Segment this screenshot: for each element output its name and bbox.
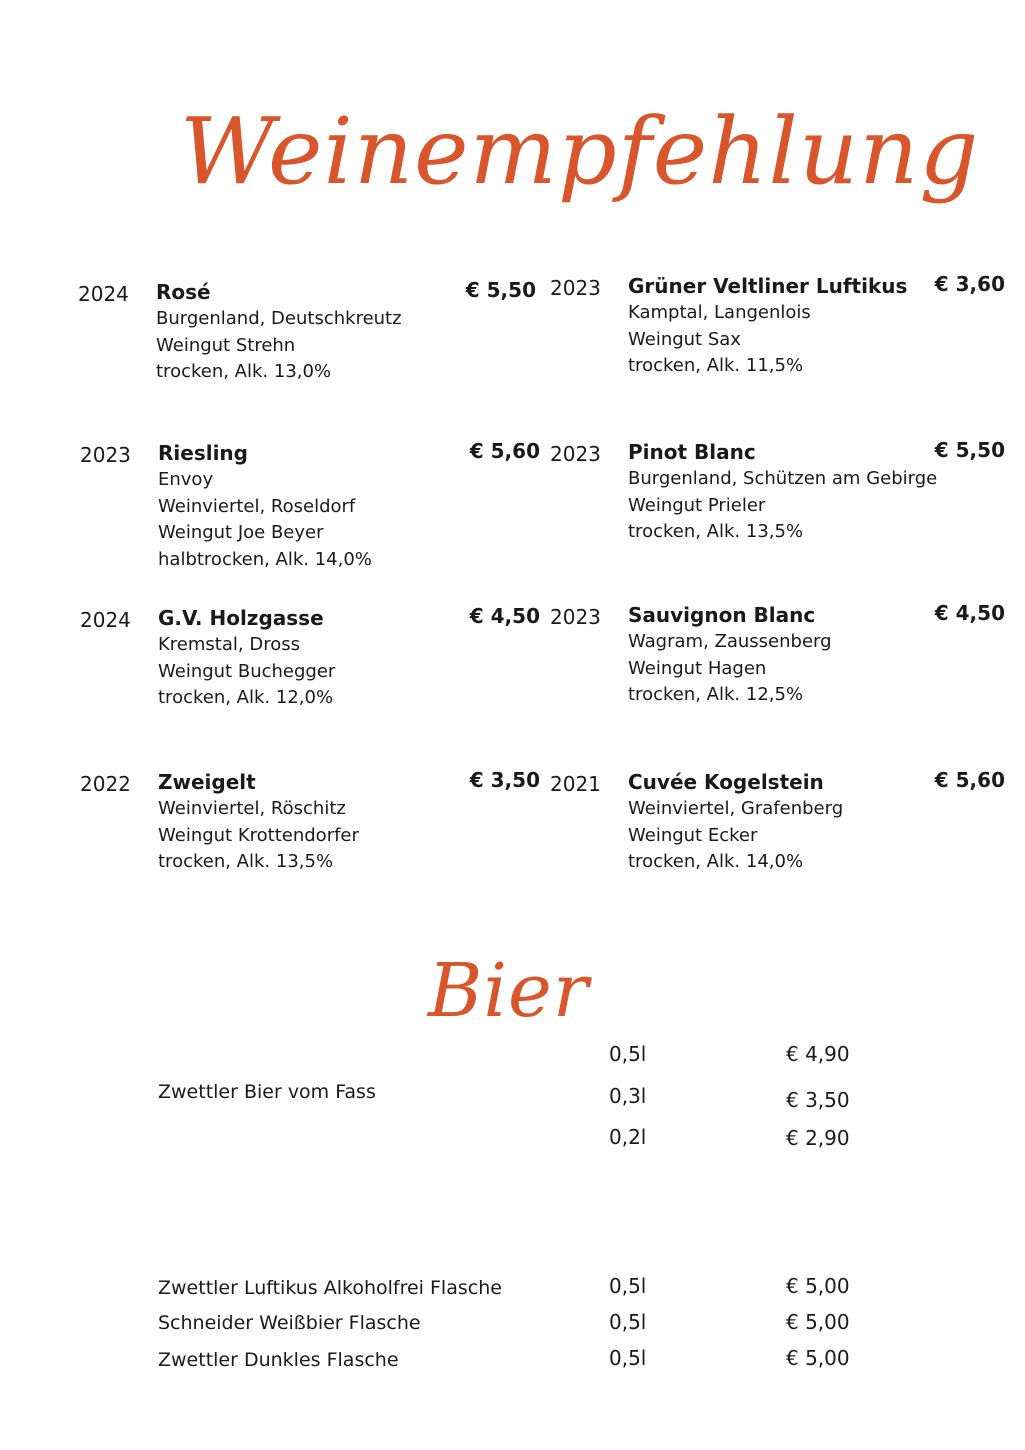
bottled-beer-volume: 0,5l [609,1346,647,1370]
wine-detail-line: Kremstal, Dross [158,634,300,655]
wine-price: € 5,60 [469,439,540,463]
draft-beer-volume: 0,3l [609,1084,647,1108]
wine-details [628,300,811,380]
wine-name: Pinot Blanc [628,440,756,464]
wine-year: 2023 [550,276,601,300]
draft-beer-price: € 4,90 [786,1042,850,1066]
bottled-beer-name: Zwettler Dunkles Flasche [158,1349,399,1371]
wine-detail-line: trocken, Alk. 13,5% [628,521,804,542]
wine-year: 2021 [550,772,601,796]
wine-detail-line: trocken, Alk. 13,0% [156,361,332,382]
wine-price: € 3,60 [934,272,1005,296]
wine-detail-line: Weinviertel, Röschitz [158,798,346,819]
wine-price: € 3,50 [469,768,540,792]
wine-detail-line: Weingut Krottendorfer [158,824,359,846]
wine-detail-line: Envoy [158,469,214,490]
wine-name: Rosé [156,280,211,304]
wine-detail-line: trocken, Alk. 13,5% [158,851,334,872]
draft-beer-name: Zwettler Bier vom Fass [158,1081,376,1103]
wine-detail-line: Weingut Joe Beyer [158,522,324,543]
wine-detail-line: trocken, Alk. 11,5% [628,355,804,376]
beer-section-title: Bier [428,948,590,1034]
wine-name: G.V. Holzgasse [158,606,324,630]
wine-detail-line: trocken, Alk. 12,0% [158,687,334,708]
wine-price: € 5,50 [465,278,536,302]
wine-year: 2024 [78,282,129,306]
wine-section-title: Weinempfehlung [180,98,980,205]
wine-details [628,796,843,876]
wine-price: € 5,60 [934,768,1005,792]
wine-price: € 4,50 [469,604,540,628]
wine-details [158,467,372,573]
wine-detail-line: Weinviertel, Roseldorf [158,495,356,517]
wine-details [158,796,359,876]
wine-details [156,306,402,386]
wine-price: € 4,50 [934,601,1005,625]
bottled-beer-name: Zwettler Luftikus Alkoholfrei Flasche [158,1277,502,1299]
wine-name: Riesling [158,441,248,465]
wine-detail-line: Weingut Prieler [628,494,766,516]
wine-details [628,466,937,546]
wine-detail-line: Weingut Buchegger [158,660,336,682]
wine-year: 2023 [550,442,601,466]
wine-detail-line: Weingut Sax [628,328,741,350]
wine-name: Cuvée Kogelstein [628,770,824,794]
wine-detail-line: Weingut Strehn [156,334,296,356]
wine-year: 2023 [80,443,131,467]
bottled-beer-name: Schneider Weißbier Flasche [158,1312,421,1334]
wine-detail-line: Weingut Hagen [628,657,767,679]
wine-detail-line: Weinviertel, Grafenberg [628,798,844,819]
wine-year: 2024 [80,608,131,632]
draft-beer-price: € 3,50 [786,1088,850,1112]
wine-year: 2023 [550,605,601,629]
wine-detail-line: halbtrocken, Alk. 14,0% [158,548,372,570]
bottled-beer-volume: 0,5l [609,1310,647,1334]
draft-beer-volume: 0,2l [609,1125,647,1149]
wine-name: Grüner Veltliner Luftikus [628,274,908,298]
wine-detail-line: Burgenland, Schützen am Gebirge [628,468,938,489]
wine-details [628,629,832,709]
wine-detail-line: Wagram, Zaussenberg [628,631,832,652]
bottled-beer-price: € 5,00 [786,1346,850,1370]
wine-name: Zweigelt [158,770,256,794]
wine-name: Sauvignon Blanc [628,603,816,627]
wine-detail-line: trocken, Alk. 12,5% [628,684,804,705]
wine-year: 2022 [80,772,131,796]
bottled-beer-price: € 5,00 [786,1310,850,1334]
bottled-beer-volume: 0,5l [609,1274,647,1298]
wine-detail-line: Burgenland, Deutschkreutz [156,308,402,329]
wine-price: € 5,50 [934,438,1005,462]
wine-detail-line: trocken, Alk. 14,0% [628,851,804,872]
wine-detail-line: Weingut Ecker [628,824,758,846]
wine-detail-line: Kamptal, Langenlois [628,302,811,323]
draft-beer-volume: 0,5l [609,1042,647,1066]
bottled-beer-price: € 5,00 [786,1274,850,1298]
draft-beer-price: € 2,90 [786,1126,850,1150]
wine-details [158,632,335,712]
